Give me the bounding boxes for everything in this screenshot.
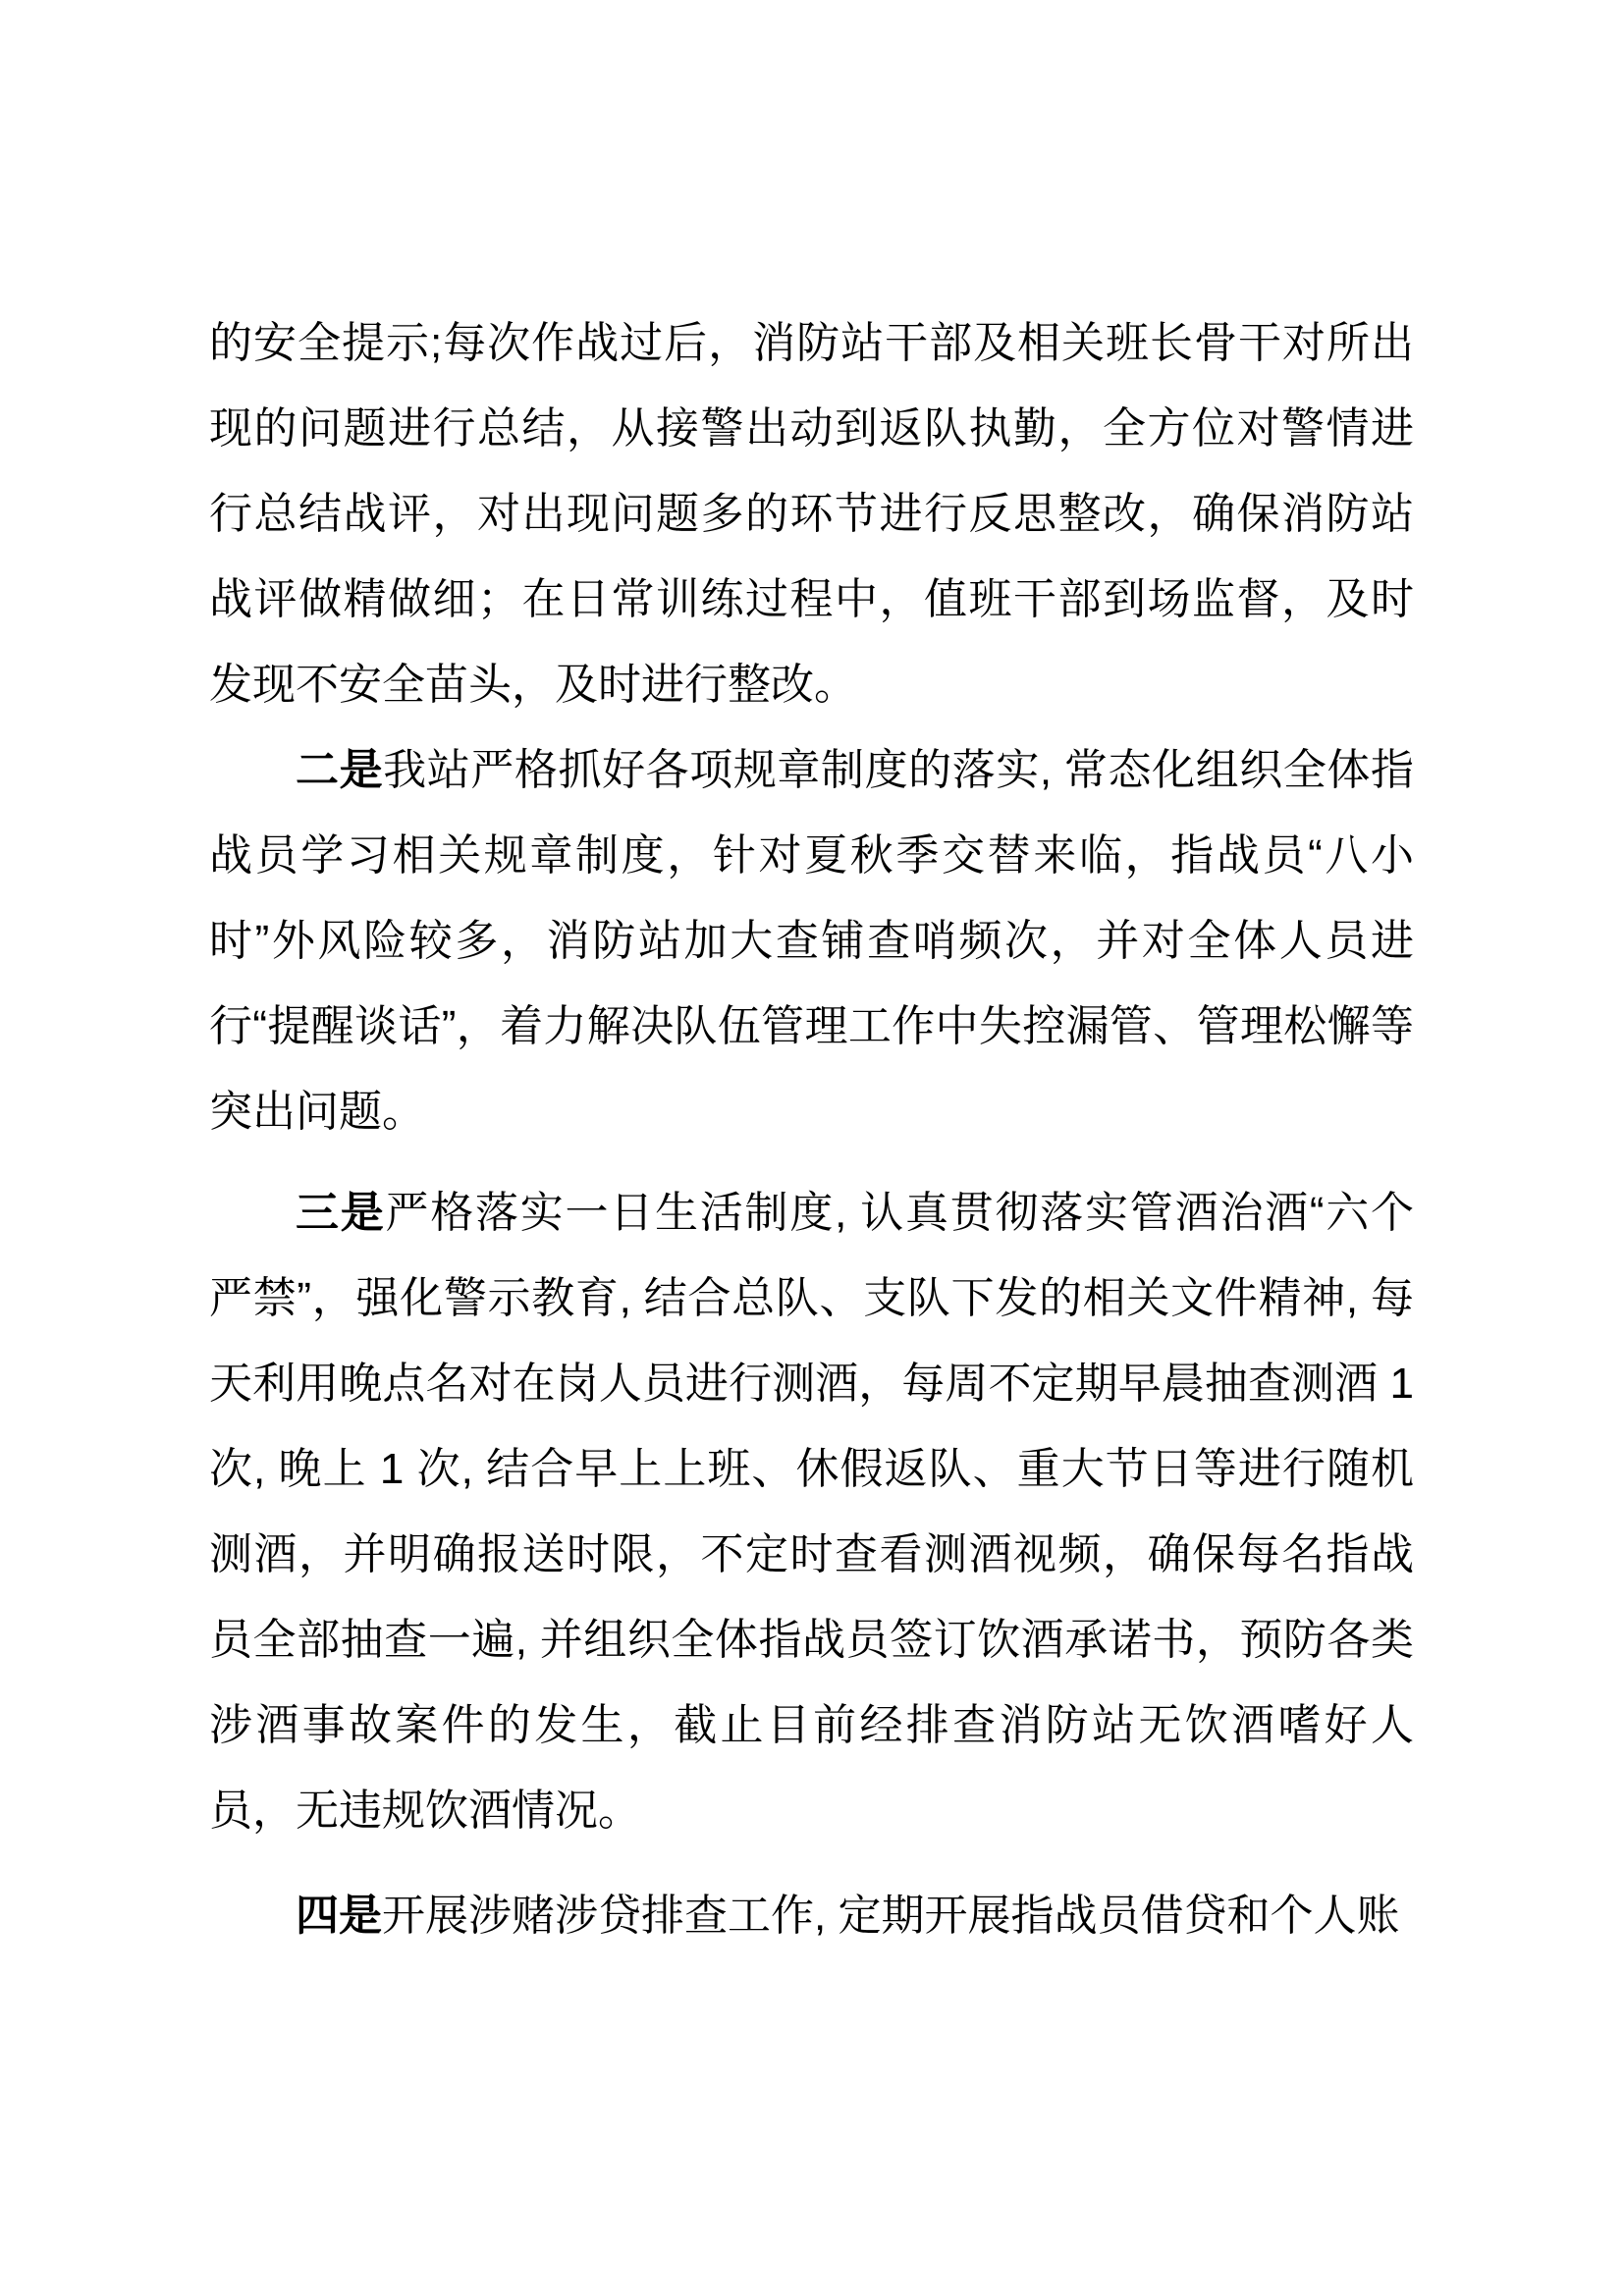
paragraph-3: 三是严格落实一日生活制度, 认真贯彻落实管酒治酒“六个严禁”，强化警示教育, 结合总队、支队下发的相关文件精神, 每天利用晚点名对在岗人员进行测酒，每周不定期早晨抽查测酒 1 次, 晚上 1 次, 结合早上上班、休假返队、重大节日等进行随机测酒，并明确报送时限，不定时查看测酒视频，确保每名指战员全部抽查一遍, 并组织全体指战员签订饮酒承诺书，预防各类涉酒事故案件的发生，截止目前经排查消防站无饮酒嗜好人员，无违规饮酒情况。 [209, 1189, 1414, 1835]
paragraph-3-lead: 三是 [296, 1189, 386, 1237]
paragraph-4: 四是开展涉赌涉贷排查工作, 定期开展指战员借贷和个人账 [296, 1892, 1400, 1940]
paragraph-1: 的安全提示;每次作战过后，消防站干部及相关班长骨干对所出现的问题进行总结，从接警出动到返队执勤，全方位对警情进行总结战评，对出现问题多的环节进行反思整改，确保消防站战评做精做细；在日常训练过程中，值班干部到场监督，及时发现不安全苗头，及时进行整改。 [209, 319, 1414, 709]
paragraph-2: 二是我站严格抓好各项规章制度的落实, 常态化组织全体指战员学习相关规章制度，针对夏秋季交替来临，指战员“八小时”外风险较多，消防站加大查铺查哨频次，并对全体人员进行“提醒谈话”，着力解决队伍管理工作中失控漏管、管理松懈等突出问题。 [209, 746, 1415, 1136]
paragraph-2-lead: 二是 [296, 746, 384, 794]
paragraph-4-lead: 四是 [296, 1892, 382, 1940]
document-body [209, 300, 1414, 1958]
